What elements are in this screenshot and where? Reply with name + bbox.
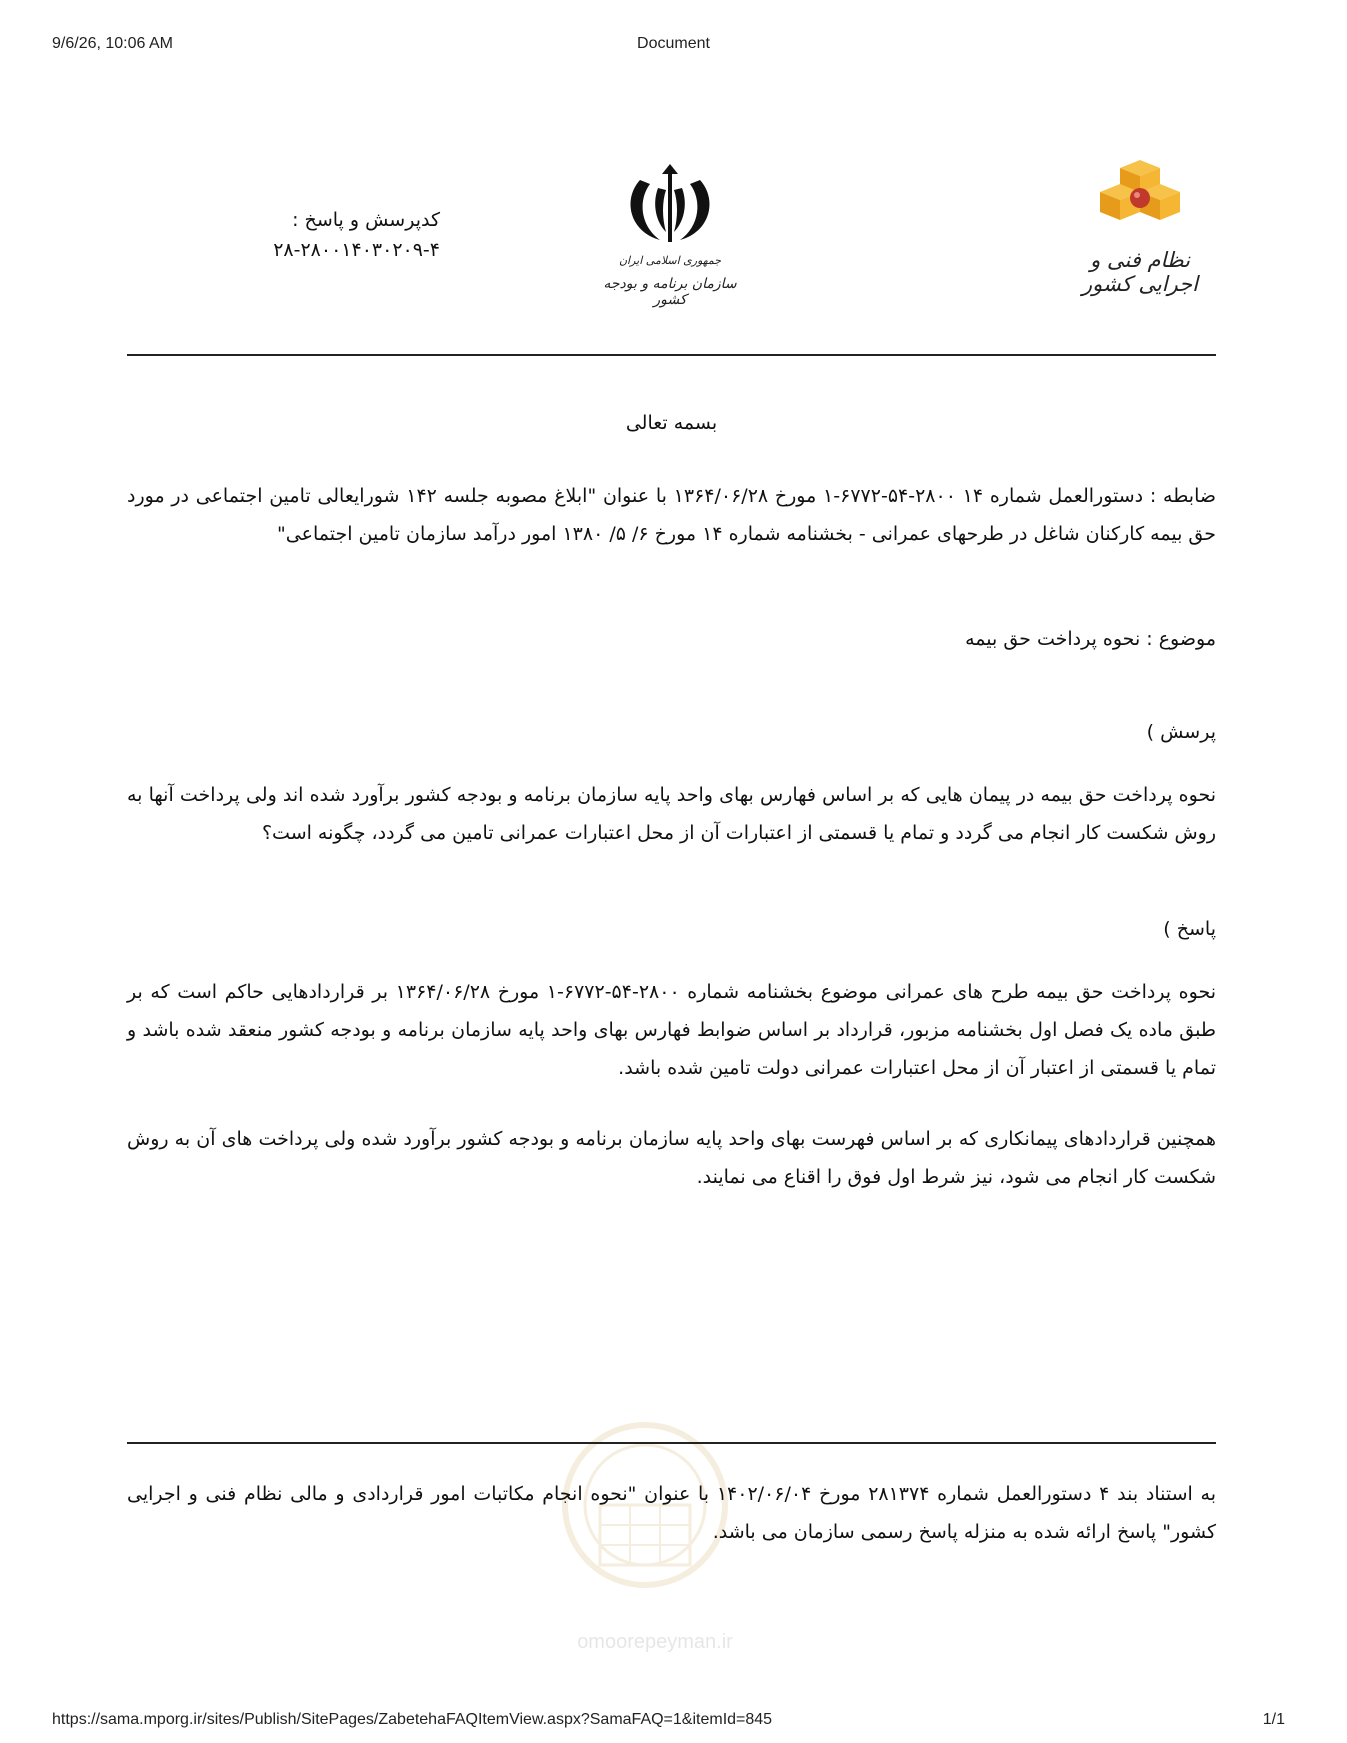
answer-paragraph-1 bbox=[127, 973, 1216, 1087]
subject-text: موضوع : نحوه پرداخت حق بیمه bbox=[965, 628, 1216, 650]
answer-label bbox=[127, 910, 1216, 948]
answer-text-1: نحوه پرداخت حق بیمه طرح های عمرانی موضوع بخشنامه شماره ۲۸۰۰-۵۴-۶۷۷۲-۱ مورخ ۱۳۶۴/۰۶/۲۸ بر قراردادهایی حاکم است که بر طبق ماده یک فصل اول بخشنامه مزبور، قرارداد بر اساس ضوابط فهارس بهای واحد پایه سازمان برنامه و بودجه کشور منعقد شده باشد و تمام یا قسمتی از اعتبار آن از محل اعتبارات عمرانی دولت تامین شده باشد. bbox=[127, 981, 1217, 1079]
iran-emblem-logo bbox=[600, 160, 740, 310]
header-divider bbox=[127, 354, 1216, 356]
question-label bbox=[127, 713, 1216, 751]
question-text: نحوه پرداخت حق بیمه در پیمان هایی که بر اساس فهارس بهای واحد پایه سازمان برنامه و بودجه کشور برآورد شده اند ولی پرداخت آنها به روش شکست کار انجام می گردد و تمام یا قسمتی از اعتبارات آن از محل اعتبارات عمرانی تامین می گردد، چگونه است؟ bbox=[127, 784, 1216, 844]
subject-line bbox=[127, 620, 1216, 658]
watermark-text: omoorepeyman.ir bbox=[577, 1631, 733, 1653]
zabeteh-paragraph bbox=[127, 477, 1216, 553]
print-header bbox=[0, 35, 1347, 57]
iran-emblem-icon bbox=[600, 160, 740, 252]
print-url[interactable]: https://sama.mporg.ir/sites/Publish/SitePages/ZabetehaFAQItemView.aspx?SamaFAQ=1&itemId=845 bbox=[52, 1711, 773, 1728]
doc-title: بسمه تعالی bbox=[625, 412, 718, 434]
print-title: Document bbox=[637, 35, 710, 52]
faq-code-label: کدپرسش و پاسخ : bbox=[292, 209, 440, 231]
footer-note bbox=[127, 1475, 1216, 1551]
answer-paragraph-2 bbox=[127, 1120, 1216, 1196]
nezam-fanni-label: نظام فنی و اجرایی کشور bbox=[1082, 248, 1198, 296]
emblem-line2: سازمان برنامه و بودجه کشور bbox=[603, 276, 737, 308]
letterhead bbox=[0, 160, 1347, 320]
footer-divider bbox=[127, 1442, 1216, 1444]
print-datetime: 9/6/26, 10:06 AM bbox=[52, 35, 173, 52]
print-footer bbox=[0, 1711, 1347, 1733]
zabeteh-text: ضابطه : دستورالعمل شماره ۱۴ ۲۸۰۰-۵۴-۶۷۷۲-۱ مورخ ۱۳۶۴/۰۶/۲۸ با عنوان "ابلاغ مصوبه جلسه ۱۴۲ شورایعالی تامین اجتماعی در مورد حق بیمه کارکنان شاغل در طرحهای عمرانی - بخشنامه شماره ۱۴ مورخ ۶/ ۵/ ۱۳۸۰ امور درآمد سازمان تامین اجتماعی" bbox=[127, 485, 1217, 545]
print-page-number: 1/1 bbox=[1262, 1711, 1285, 1728]
cubes-icon bbox=[1060, 160, 1220, 250]
nezam-fanni-logo bbox=[1060, 160, 1220, 300]
answer-text-2: همچنین قراردادهای پیمانکاری که بر اساس فهرست بهای واحد پایه سازمان برنامه و بودجه کشور برآورد شده ولی پرداخت های آن به روش شکست کار انجام می شود، نیز شرط اول فوق را اقناع می نمایند. bbox=[127, 1128, 1216, 1188]
question-label-text: پرسش ) bbox=[1146, 721, 1216, 743]
faq-code bbox=[200, 205, 440, 265]
question-paragraph bbox=[127, 776, 1216, 852]
emblem-line1: جمهوری اسلامی ایران bbox=[618, 254, 722, 267]
faq-code-value: ۲۸-۲۸۰۰۱۴۰۳۰۲۰۹-۴ bbox=[273, 239, 440, 261]
footer-note-text: به استناد بند ۴ دستورالعمل شماره ۲۸۱۳۷۴ مورخ ۱۴۰۲/۰۶/۰۴ با عنوان "نحوه انجام مکاتبات امور قراردادی و مالی نظام فنی و اجرایی کشور" پاسخ ارائه شده به منزله پاسخ رسمی سازمان می باشد. bbox=[127, 1483, 1216, 1543]
answer-label-text: پاسخ ) bbox=[1163, 918, 1216, 940]
